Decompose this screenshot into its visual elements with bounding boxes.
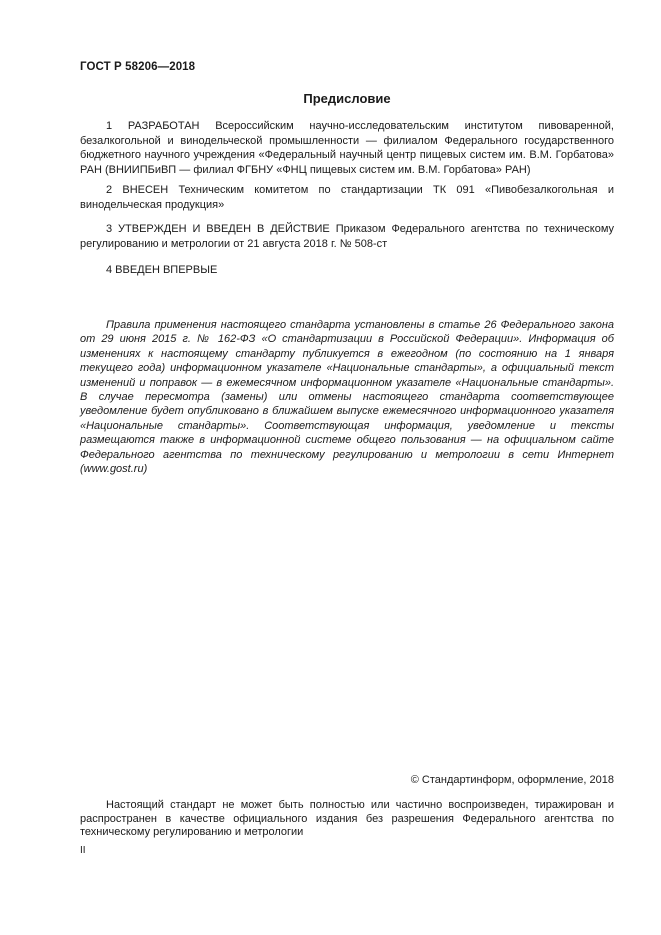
rights-notice: Настоящий стандарт не может быть полностью или частично воспроизведен, тиражирован и распространен в качестве официального издания без разрешения Федерального агентства по техническому регулированию и метрологии <box>80 799 614 839</box>
foreword-item-4-lead: 4 ВВЕДЕН ВПЕРВЫЕ <box>106 264 218 276</box>
foreword-item-1-lead: 1 РАЗРАБОТАН <box>106 120 200 132</box>
foreword-item-2 <box>80 183 614 212</box>
foreword-item-2-lead: 2 ВНЕСЕН <box>106 184 169 196</box>
page-number: II <box>80 845 86 856</box>
document-code: ГОСТ Р 58206—2018 <box>80 61 196 73</box>
standard-usage-notice: Правила применения настоящего стандарта установлены в статье 26 Федерального закона от 29 июня 2015 г. № 162-ФЗ «О стандартизации в Российской Федерации». Информация об изменениях к настоящему стандарту публикуется в ежегодном (по состоянию на 1 января текущего года) информационном указателе «Национальные стандарты», а официальный текст изменений и поправок — в ежемесячном информационном указателе «Национальные стандарты». В случае пересмотра (замены) или отмены настоящего стандарта соответствующее уведомление будет опубликовано в ближайшем выпуске ежемесячного информационного указателя «Национальные стандарты». Соответствующая информация, уведомление и тексты размещаются также в информационной системе общего пользования — на официальном сайте Федерального агентства по техническому регулированию и метрологии в сети Интернет (www.gost.ru) <box>80 319 614 476</box>
foreword-item-1 <box>80 119 614 177</box>
foreword-item-3-text: Приказом Федерального агентства по техническому регулированию и метрологии от 21 августа 2018 г. № 508-ст <box>80 223 614 250</box>
foreword-item-3-lead: 3 УТВЕРЖДЕН И ВВЕДЕН В ДЕЙСТВИЕ <box>106 223 330 235</box>
foreword-item-1-text: Всероссийским научно-исследовательским институтом пивоваренной, безалкогольной и винодельческой промышленности — филиалом Федерального государственного бюджетного научного учреждения «Федеральный научный центр пищевых систем им. В.М. Горбатова» РАН (ВНИИПБиВП — филиал ФГБНУ «ФНЦ пищевых систем им. В.М. Горбатова» РАН) <box>80 120 614 176</box>
foreword-item-2-text: Техническим комитетом по стандартизации ТК 091 «Пивобезалкогольная и винодельческая продукция» <box>80 184 614 211</box>
copyright-line: © Стандартинформ, оформление, 2018 <box>410 774 614 786</box>
foreword-item-4 <box>80 263 614 278</box>
section-title: Предисловие <box>303 91 391 106</box>
foreword-item-3 <box>80 222 614 251</box>
